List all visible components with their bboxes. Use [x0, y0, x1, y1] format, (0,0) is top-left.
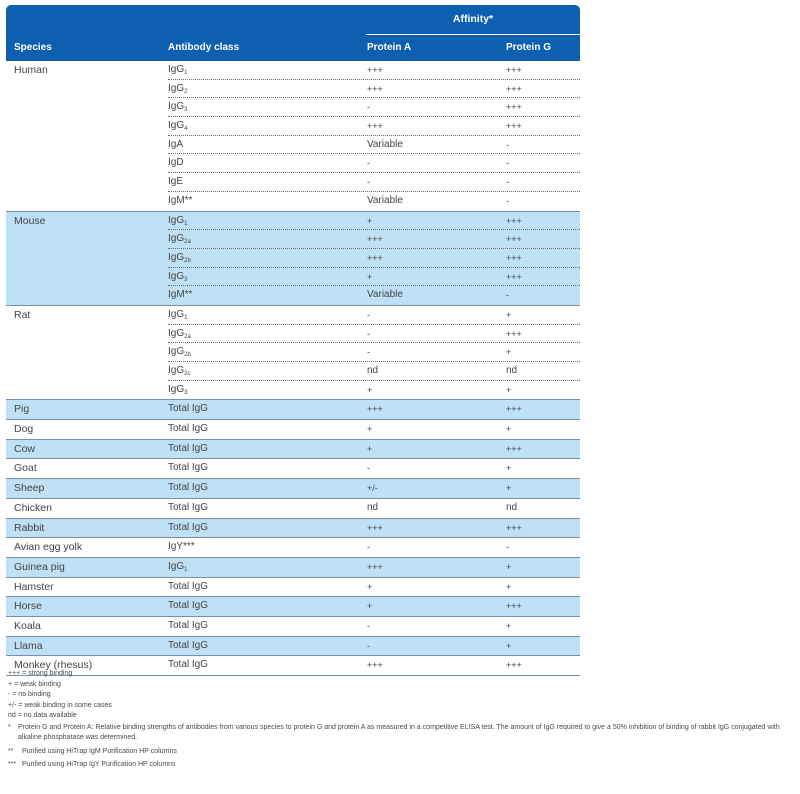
protein-g-cell — [506, 84, 522, 94]
protein-a-cell — [367, 601, 372, 611]
antibody-class-cell-text: IgG — [168, 64, 185, 75]
species-column-header: Species — [14, 42, 52, 53]
affinity-table — [6, 5, 580, 676]
protein-a-cell — [367, 523, 383, 533]
protein-g-cell — [506, 177, 509, 187]
legend-item: - = no binding — [8, 691, 51, 698]
antibody-class-column-header: Antibody class — [168, 42, 240, 53]
table-row — [6, 637, 580, 657]
legend-item: nd = no data available — [8, 712, 77, 719]
protein-g-cell-text: - — [506, 542, 509, 553]
protein-g-cell-text: + — [506, 483, 512, 494]
table-row — [6, 499, 580, 519]
antibody-class-cell — [168, 215, 187, 227]
protein-a-cell-text: +++ — [367, 252, 383, 263]
species-cell-text: Cow — [14, 442, 36, 455]
species-group-rat — [6, 306, 580, 400]
protein-g-cell-text: nd — [506, 501, 518, 513]
protein-g-cell — [506, 523, 522, 533]
protein-a-cell — [367, 195, 403, 206]
protein-a-cell — [367, 365, 378, 376]
antibody-class-cell-text: IgM** — [168, 194, 193, 206]
antibody-class-cell-text: IgA — [168, 138, 184, 150]
protein-g-cell — [506, 463, 511, 473]
protein-a-cell-text: +++ — [367, 404, 383, 415]
protein-g-cell — [506, 621, 511, 631]
protein-g-cell — [506, 385, 511, 395]
antibody-class-cell-subscript: 2c — [184, 371, 191, 377]
species-cell-text: Guinea pig — [14, 560, 65, 573]
species-group-human — [6, 61, 580, 212]
protein-a-cell — [367, 424, 372, 434]
species-cell — [14, 443, 35, 455]
protein-g-cell — [506, 542, 509, 552]
protein-g-cell — [506, 158, 509, 168]
protein-g-cell — [506, 483, 511, 493]
antibody-class-cell — [168, 289, 192, 300]
protein-g-cell — [506, 365, 517, 376]
protein-g-cell — [506, 196, 509, 206]
footnote — [8, 723, 793, 744]
protein-a-cell — [367, 329, 370, 339]
antibody-class-cell — [168, 195, 192, 206]
protein-g-cell-text: +++ — [506, 102, 522, 113]
protein-a-cell-text: - — [367, 177, 370, 188]
protein-a-cell-text: Variable — [367, 138, 403, 150]
protein-a-cell-text: - — [367, 620, 370, 631]
species-cell — [14, 541, 82, 553]
species-cell — [14, 423, 33, 435]
table-row — [6, 459, 580, 479]
antibody-class-cell-text: IgD — [168, 157, 184, 169]
protein-a-cell-text: nd — [367, 365, 379, 376]
protein-a-cell-text: +++ — [367, 83, 383, 94]
species-cell — [14, 403, 29, 415]
species-cell — [14, 462, 37, 474]
antibody-class-cell-subscript: 1 — [184, 314, 188, 321]
protein-a-cell — [367, 404, 383, 414]
protein-g-cell — [506, 310, 511, 320]
table-row — [6, 617, 580, 637]
protein-g-cell — [506, 347, 511, 357]
antibody-class-cell — [168, 252, 191, 264]
protein-g-cell-text: +++ — [506, 215, 522, 226]
antibody-class-cell-subscript: 2b — [184, 352, 191, 359]
species-cell — [14, 620, 41, 632]
antibody-class-cell — [168, 64, 187, 76]
antibody-class-cell — [168, 423, 208, 434]
legend-item: + = weak binding — [8, 680, 61, 688]
antibody-class-cell-text: Total IgG — [168, 639, 209, 651]
protein-a-cell — [367, 562, 383, 572]
protein-a-cell — [367, 102, 370, 112]
protein-g-cell-text: +++ — [506, 601, 522, 612]
antibody-class-cell-subscript: 4 — [184, 126, 188, 133]
species-cell-text: Dog — [14, 423, 34, 436]
footnote — [8, 747, 793, 758]
antibody-class-cell — [168, 640, 208, 651]
antibody-class-cell-text: IgG — [168, 101, 185, 113]
table-row — [6, 578, 580, 598]
protein-g-cell — [506, 290, 509, 300]
antibody-class-cell — [168, 522, 208, 533]
species-cell — [14, 640, 43, 652]
table-row — [6, 558, 580, 578]
protein-g-cell-text: + — [506, 424, 512, 435]
table-row — [6, 362, 580, 381]
antibody-class-cell-text: Total IgG — [168, 462, 209, 474]
antibody-class-cell-text: IgM** — [168, 289, 193, 301]
antibody-class-cell — [168, 83, 187, 95]
protein-g-cell-text: + — [506, 561, 512, 572]
antibody-class-cell — [168, 328, 191, 340]
protein-g-cell — [506, 562, 511, 572]
antibody-class-cell — [168, 443, 208, 454]
antibody-class-cell-text: IgG — [168, 308, 185, 320]
antibody-class-cell-text: IgG — [168, 327, 185, 339]
protein-a-cell-text: Variable — [367, 194, 403, 206]
table-row — [6, 192, 580, 211]
antibody-class-cell — [168, 157, 184, 168]
antibody-class-cell — [168, 271, 187, 283]
legend — [8, 669, 793, 722]
protein-a-cell-text: + — [367, 271, 373, 282]
footnote-text: Protein G and Protein A: Relative binding strengths of antibodies from various species to protein G and protein A as measured in a competitive ELISA test. The amount of IgG required to give a 50% inhibition of binding of rabbit IgG conjugated with alkaline phosphatase was determined. — [18, 723, 780, 741]
species-cell-text: Monkey (rhesus) — [14, 659, 93, 672]
table-row — [6, 98, 580, 117]
species-cell-text: Koala — [14, 619, 41, 632]
antibody-class-cell-text: Total IgG — [168, 482, 209, 494]
species-cell-text: Hamster — [14, 580, 54, 593]
protein-a-cell — [367, 139, 403, 150]
antibody-class-cell-text: IgG — [168, 346, 185, 358]
footnote-text: Purified using HiTrap IgY Purification HP columns — [22, 761, 176, 768]
protein-g-cell-text: - — [506, 158, 509, 169]
protein-g-cell — [506, 404, 522, 414]
antibody-class-cell — [168, 384, 187, 396]
protein-a-cell — [367, 542, 370, 552]
protein-a-cell — [367, 444, 372, 454]
table-row — [6, 343, 580, 362]
antibody-class-cell-text: IgG — [168, 251, 185, 263]
antibody-class-cell — [168, 139, 183, 150]
protein-a-cell — [367, 216, 372, 226]
antibody-class-cell-text: IgG — [168, 365, 185, 376]
protein-a-cell-text: + — [367, 215, 373, 226]
protein-a-cell-text: - — [367, 347, 370, 358]
table-row — [6, 249, 580, 268]
antibody-class-cell-text: IgG — [168, 233, 185, 245]
antibody-class-cell-text: Total IgG — [168, 423, 209, 435]
footnote-mark: * — [8, 723, 11, 731]
antibody-class-cell-subscript: 2a — [184, 333, 191, 340]
protein-g-cell — [506, 140, 509, 150]
antibody-class-cell-subscript: 3 — [184, 389, 188, 396]
footnotes — [8, 669, 793, 771]
protein-g-cell-text: + — [506, 640, 512, 651]
protein-g-cell — [506, 216, 522, 226]
footnote-mark: *** — [8, 761, 17, 768]
protein-g-cell-text: + — [506, 384, 512, 395]
antibody-class-cell-subscript: 1 — [184, 566, 188, 573]
protein-g-cell — [506, 65, 522, 75]
table-row — [6, 136, 580, 155]
table-row — [6, 519, 580, 539]
antibody-class-cell-text: Total IgG — [168, 659, 209, 671]
protein-a-cell-text: + — [367, 424, 373, 435]
footnote-mark: ** — [8, 747, 14, 755]
antibody-class-cell-text: Total IgG — [168, 501, 209, 513]
protein-g-cell — [506, 641, 511, 651]
affinity-header: Affinity* — [366, 5, 580, 35]
table-row — [6, 306, 580, 325]
table-row — [6, 286, 580, 305]
antibody-class-cell-text: IgG — [168, 82, 185, 94]
species-cell-text: Llama — [14, 639, 43, 652]
species-cell-text: Avian egg yolk — [14, 541, 83, 554]
antibody-class-cell-subscript: 1 — [184, 220, 188, 227]
protein-a-cell — [367, 385, 372, 395]
protein-a-cell — [367, 463, 370, 473]
antibody-class-cell-text: Total IgG — [168, 442, 209, 454]
antibody-class-cell — [168, 120, 187, 132]
protein-a-cell-text: Variable — [367, 289, 403, 301]
protein-g-cell-text: +++ — [506, 252, 522, 263]
protein-g-cell-text: +++ — [506, 443, 522, 454]
protein-a-cell — [367, 641, 370, 651]
protein-a-cell — [367, 347, 370, 357]
protein-g-cell-text: - — [506, 139, 509, 150]
table-row — [6, 268, 580, 287]
protein-g-cell-text: +++ — [506, 522, 522, 533]
protein-g-cell-text: +++ — [506, 660, 522, 671]
antibody-class-cell — [168, 101, 187, 113]
protein-a-cell-text: - — [367, 463, 370, 474]
species-group-mouse — [6, 212, 580, 306]
antibody-class-cell — [168, 462, 208, 473]
legend-item: +++ = strong binding — [8, 670, 73, 677]
protein-g-cell-text: +++ — [506, 271, 522, 282]
protein-a-cell-text: - — [367, 542, 370, 553]
legend-item: +/- = weak binding in some cases — [8, 701, 112, 709]
species-cell — [14, 482, 44, 494]
protein-g-cell-text: - — [506, 177, 509, 188]
antibody-class-cell-text: IgG — [168, 270, 185, 282]
protein-g-cell — [506, 121, 522, 131]
table-row — [6, 173, 580, 192]
protein-g-cell-text: +++ — [506, 234, 522, 245]
protein-a-cell-text: +++ — [367, 234, 383, 245]
protein-a-cell-text: +++ — [367, 65, 383, 75]
protein-g-column-header: Protein G — [506, 42, 552, 53]
protein-a-cell-text: + — [367, 581, 373, 592]
protein-a-cell-text: - — [367, 309, 370, 320]
protein-g-cell-text: + — [506, 620, 512, 631]
protein-g-cell — [506, 424, 511, 434]
protein-a-cell-text: + — [367, 443, 373, 454]
antibody-class-cell — [168, 561, 187, 573]
protein-g-cell-text: +++ — [506, 83, 522, 94]
protein-g-cell-text: + — [506, 309, 512, 320]
footnote-text: Purified using HiTrap IgM Purification HP columns — [22, 747, 177, 755]
table-row — [6, 440, 580, 460]
antibody-class-cell — [168, 365, 190, 377]
antibody-class-cell — [168, 502, 208, 513]
table-row — [6, 400, 580, 420]
protein-g-cell-text: +++ — [506, 65, 522, 75]
species-cell-text: Pig — [14, 403, 30, 416]
protein-a-cell — [367, 177, 370, 187]
protein-g-cell — [506, 444, 522, 454]
species-cell-text: Sheep — [14, 482, 45, 495]
species-cell-text: Chicken — [14, 501, 52, 514]
protein-g-cell — [506, 582, 511, 592]
protein-a-column-header: Protein A — [367, 42, 412, 53]
antibody-class-cell-subscript: 3 — [184, 107, 188, 114]
antibody-class-cell-subscript: 2a — [184, 239, 191, 246]
protein-a-cell — [367, 310, 370, 320]
antibody-class-cell-subscript: 2b — [184, 257, 191, 264]
antibody-class-cell-subscript: 3 — [184, 276, 188, 283]
protein-g-cell — [506, 234, 522, 244]
table-row — [6, 325, 580, 344]
protein-a-cell-text: - — [367, 640, 370, 651]
species-cell-text: Rabbit — [14, 521, 45, 534]
antibody-class-cell — [168, 541, 195, 552]
antibody-class-cell — [168, 620, 208, 631]
protein-g-cell-text: + — [506, 463, 512, 474]
protein-a-cell — [367, 158, 370, 168]
protein-a-cell — [367, 289, 403, 300]
protein-g-cell — [506, 502, 517, 513]
protein-a-cell — [367, 483, 378, 493]
species-cell — [14, 502, 52, 514]
protein-g-cell — [506, 253, 522, 263]
protein-a-cell-text: +++ — [367, 121, 383, 132]
protein-a-cell — [367, 621, 370, 631]
protein-a-cell — [367, 84, 383, 94]
antibody-class-cell — [168, 309, 187, 321]
antibody-class-cell-text: IgG — [168, 120, 185, 132]
antibody-class-cell-text: IgG — [168, 560, 185, 572]
species-cell-text: Horse — [14, 600, 43, 613]
protein-a-cell — [367, 272, 372, 282]
protein-g-cell — [506, 329, 522, 339]
species-cell — [14, 522, 44, 534]
protein-a-cell — [367, 65, 383, 75]
antibody-class-cell-text: IgG — [168, 383, 185, 395]
protein-a-cell-text: +/- — [367, 483, 378, 494]
table-row — [6, 597, 580, 617]
table-row — [6, 420, 580, 440]
antibody-class-cell-subscript: 2 — [184, 88, 188, 95]
antibody-class-cell — [168, 346, 191, 358]
protein-g-cell — [506, 601, 522, 611]
species-name: Mouse — [14, 214, 46, 227]
protein-g-cell-text: - — [506, 290, 509, 301]
table-body — [6, 61, 580, 676]
protein-a-cell — [367, 253, 383, 263]
species-name: Rat — [14, 308, 31, 321]
table-row — [6, 230, 580, 249]
table-row — [6, 61, 580, 80]
protein-a-cell — [367, 502, 378, 513]
species-cell — [14, 561, 65, 573]
antibody-class-cell — [168, 233, 191, 245]
protein-a-cell-text: +++ — [367, 561, 383, 572]
protein-a-cell-text: +++ — [367, 660, 383, 671]
antibody-class-cell — [168, 600, 208, 611]
antibody-class-cell-subscript: 1 — [184, 70, 188, 76]
protein-a-cell-text: nd — [367, 501, 379, 513]
table-row — [6, 479, 580, 499]
antibody-class-cell-text: Total IgG — [168, 521, 209, 533]
antibody-class-cell — [168, 403, 208, 414]
antibody-class-cell — [168, 482, 208, 493]
protein-g-cell-text: + — [506, 581, 512, 592]
protein-g-cell-text: +++ — [506, 121, 522, 132]
species-cell-text: Goat — [14, 462, 37, 475]
antibody-class-cell-text: Total IgG — [168, 403, 209, 415]
protein-a-cell-text: - — [367, 158, 370, 169]
protein-g-cell-text: - — [506, 195, 509, 206]
protein-a-cell-text: +++ — [367, 522, 383, 533]
protein-g-cell-text: nd — [506, 365, 518, 376]
protein-a-cell — [367, 582, 372, 592]
antibody-class-cell-text: IgG — [168, 214, 185, 226]
species-cell — [14, 581, 54, 593]
footnote-list — [8, 723, 793, 771]
protein-g-cell — [506, 272, 522, 282]
protein-g-cell-text: + — [506, 347, 512, 358]
protein-a-cell-text: - — [367, 328, 370, 339]
footnote — [8, 760, 793, 771]
protein-a-cell-text: + — [367, 601, 373, 612]
protein-a-cell — [367, 234, 383, 244]
antibody-class-cell-text: Total IgG — [168, 619, 209, 631]
table-row — [6, 117, 580, 136]
protein-a-cell — [367, 121, 383, 131]
protein-g-cell-text: +++ — [506, 328, 522, 339]
antibody-class-cell-text: IgY*** — [168, 541, 195, 553]
table-header — [6, 5, 580, 61]
antibody-class-cell — [168, 176, 183, 187]
protein-a-cell-text: - — [367, 102, 370, 113]
species-name: Human — [14, 64, 48, 76]
protein-a-cell-text: + — [367, 384, 373, 395]
antibody-class-cell — [168, 581, 208, 592]
antibody-class-cell-text: Total IgG — [168, 600, 209, 612]
protein-g-cell — [506, 102, 522, 112]
antibody-class-cell-text: IgE — [168, 176, 184, 188]
table-row — [6, 212, 580, 231]
table-row — [6, 154, 580, 173]
table-row — [6, 381, 580, 400]
table-row — [6, 538, 580, 558]
antibody-class-cell-text: Total IgG — [168, 580, 209, 592]
protein-g-cell-text: +++ — [506, 404, 522, 415]
table-row — [6, 80, 580, 99]
species-cell — [14, 600, 42, 612]
